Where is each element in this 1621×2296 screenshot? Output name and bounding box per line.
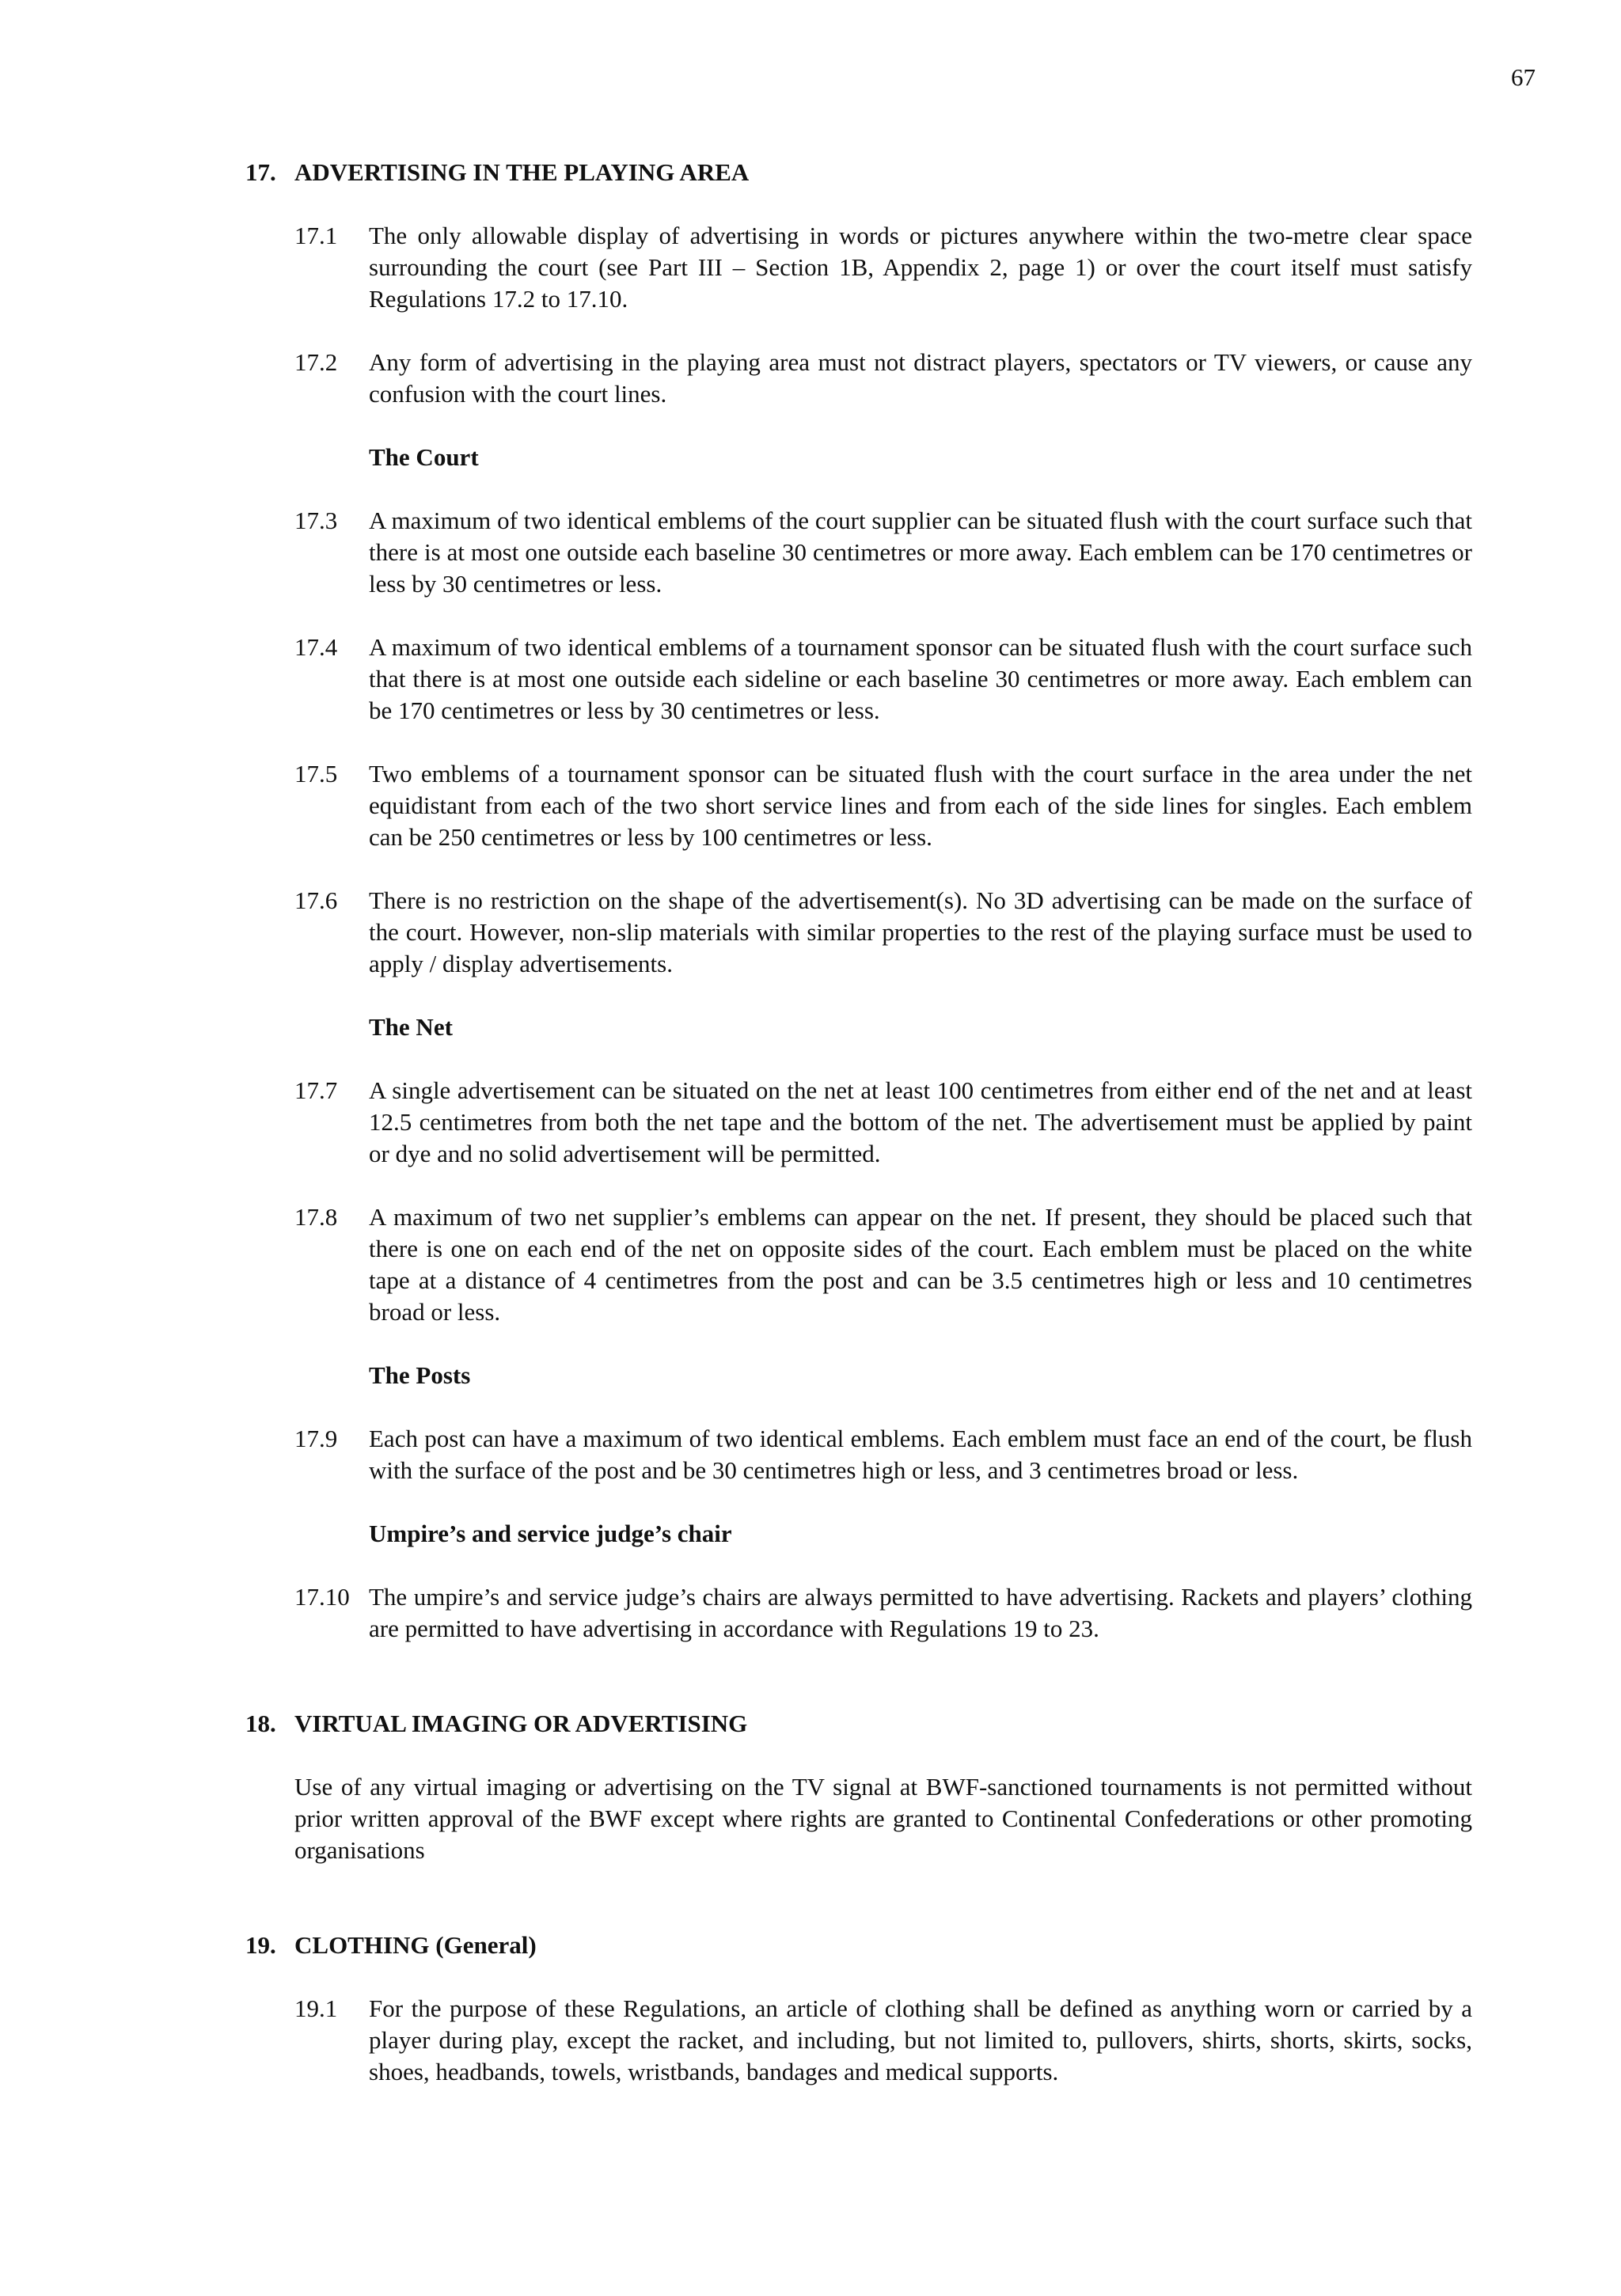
clause-number: 17.2: [294, 348, 338, 376]
section-18-heading: [245, 1708, 1472, 1740]
clause-17-3: [294, 505, 1472, 600]
clause-text: There is no restriction on the shape of the advertisement(s). No 3D advertising can be made on the surface of the court. However, non-slip materials with similar properties to the rest of the playing surface must be used to apply / display advertisements.: [369, 886, 1472, 977]
clause-text: Any form of advertising in the playing area must not distract players, spectators or TV viewers, or cause any confusion with the court lines.: [369, 348, 1472, 408]
section-number: 18.: [245, 1710, 276, 1737]
page-content: [245, 157, 1472, 2088]
clause-number: 17.4: [294, 633, 338, 661]
section-number: 17.: [245, 158, 276, 186]
clause-number: 17.9: [294, 1425, 338, 1452]
subheading-the-posts: The Posts: [369, 1361, 471, 1389]
clause-number: 17.1: [294, 222, 338, 249]
page-number: 67: [1511, 63, 1536, 91]
clause-17-1: [294, 220, 1472, 315]
clause-text: The umpire’s and service judge’s chairs are always permitted to have advertising. Rackets and players’ clothing are permitted to have advertising in accordance with Regulations 19 to 23.: [369, 1583, 1472, 1642]
section-18-text: Use of any virtual imaging or advertising on the TV signal at BWF-sanctioned tournaments is not permitted without prior written approval of the BWF except where rights are granted to Continental Confederations or other promoting organisations: [294, 1773, 1472, 1864]
clause-17-5: [294, 758, 1472, 853]
section-title: ADVERTISING IN THE PLAYING AREA: [294, 158, 750, 186]
clause-17-2: [294, 347, 1472, 410]
section-number: 19.: [245, 1931, 276, 1959]
clause-text: A maximum of two identical emblems of the court supplier can be situated flush with the court surface such that there is at most one outside each baseline 30 centimetres or more away. Each emblem can be 170 centimetres or less by 30 centimetres or less.: [369, 507, 1472, 598]
subheading-the-net: The Net: [369, 1013, 453, 1041]
section-19-heading: [245, 1930, 1472, 1961]
section-title: CLOTHING (General): [294, 1931, 537, 1959]
clause-text: For the purpose of these Regulations, an article of clothing shall be defined as anything worn or carried by a player during play, except the racket, and including, but not limited to, pullovers, shirts, shorts, skirts, socks, shoes, headbands, towels, wristbands, bandages and medical supports.: [369, 1994, 1472, 2085]
clause-19-1: [294, 1993, 1472, 2088]
subheading-the-court: The Court: [369, 443, 479, 471]
clause-17-8: [294, 1201, 1472, 1328]
clause-number: 17.8: [294, 1203, 338, 1231]
clause-number: 17.6: [294, 886, 338, 914]
clause-number: 17.10: [294, 1583, 350, 1611]
clause-text: A maximum of two identical emblems of a tournament sponsor can be situated flush with the court surface such that there is at most one outside each sideline or each baseline 30 centimetres or more away. Each emblem can be 170 centimetres or less by 30 centimetres or less.: [369, 633, 1472, 724]
clause-17-10: [294, 1581, 1472, 1645]
section-17-heading: [245, 157, 1472, 188]
clause-text: The only allowable display of advertising in words or pictures anywhere within the two-metre clear space surrounding the court (see Part III – Section 1B, Appendix 2, page 1) or over the court itself must satisfy Regulations 17.2 to 17.10.: [369, 222, 1472, 313]
clause-17-9: [294, 1423, 1472, 1486]
clause-17-6: [294, 885, 1472, 980]
clause-number: 17.5: [294, 760, 338, 787]
clause-text: Each post can have a maximum of two identical emblems. Each emblem must face an end of the court, be flush with the surface of the post and be 30 centimetres high or less, and 3 centimetres broad or less.: [369, 1425, 1472, 1484]
clause-text: A single advertisement can be situated on the net at least 100 centimetres from either end of the net and at least 12.5 centimetres from both the net tape and the bottom of the net. The advertisement must be applied by paint or dye and no solid advertisement will be permitted.: [369, 1076, 1472, 1167]
subheading-umpire-chair: Umpire’s and service judge’s chair: [369, 1520, 732, 1547]
clause-17-7: [294, 1075, 1472, 1170]
clause-text: A maximum of two net supplier’s emblems can appear on the net. If present, they should be placed such that there is one on each end of the net on opposite sides of the court. Each emblem must be placed on the white tape at a distance of 4 centimetres from the post and can be 3.5 centimetres high or less and 10 centimetres broad or less.: [369, 1203, 1472, 1326]
clause-number: 19.1: [294, 1994, 338, 2022]
clause-number: 17.3: [294, 507, 338, 534]
clause-text: Two emblems of a tournament sponsor can be situated flush with the court surface in the area under the net equidistant from each of the two short service lines and from each of the side lines for singles. Each emblem can be 250 centimetres or less by 100 centimetres or less.: [369, 760, 1472, 851]
clause-number: 17.7: [294, 1076, 338, 1104]
section-title: VIRTUAL IMAGING OR ADVERTISING: [294, 1710, 748, 1737]
clause-17-4: [294, 632, 1472, 727]
